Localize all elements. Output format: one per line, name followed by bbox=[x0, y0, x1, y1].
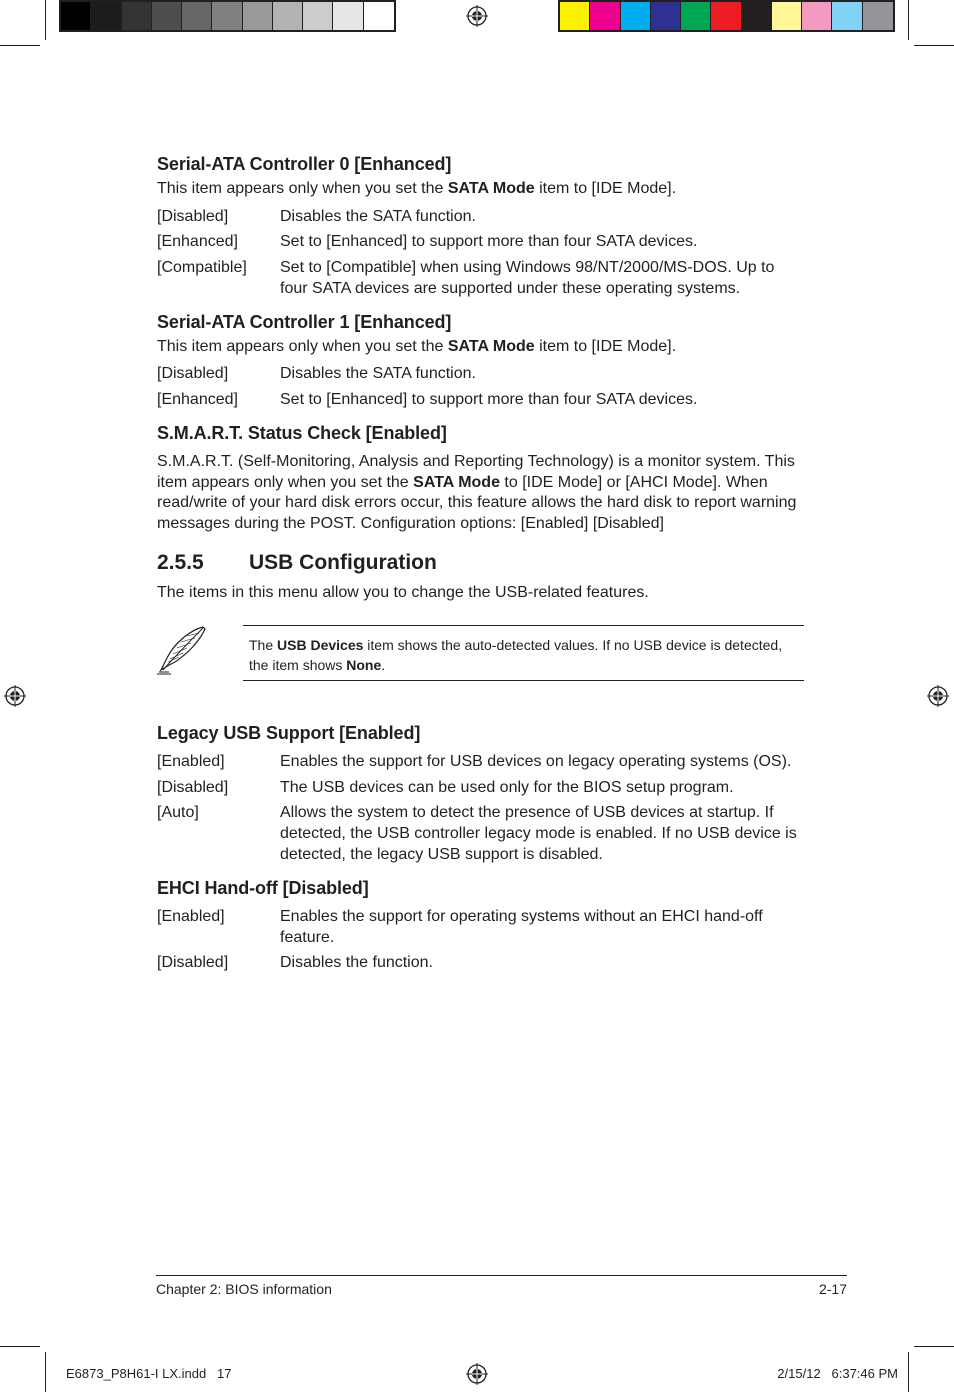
color-swatch bbox=[152, 2, 182, 30]
color-swatch bbox=[832, 2, 862, 30]
registration-mark-icon bbox=[4, 685, 26, 707]
color-swatch bbox=[742, 2, 772, 30]
note-box bbox=[243, 625, 804, 681]
footer-rule bbox=[156, 1275, 847, 1276]
option-label: [Compatible] bbox=[157, 259, 247, 276]
option-description: Disables the SATA function. bbox=[280, 208, 476, 225]
crop-mark bbox=[914, 45, 954, 46]
option-description: Disables the function. bbox=[280, 954, 433, 971]
color-swatch bbox=[621, 2, 651, 30]
registration-mark-icon bbox=[466, 1363, 488, 1385]
option-description: Set to [Compatible] when using Windows 98/NT/2000/MS-DOS. Up to four SATA devices are supported under these operating systems. bbox=[280, 259, 775, 297]
color-swatch bbox=[122, 2, 152, 30]
registration-mark-icon bbox=[927, 685, 949, 707]
option-description: The USB devices can be used only for the BIOS setup program. bbox=[280, 779, 734, 796]
option-label: [Auto] bbox=[157, 804, 199, 821]
section-heading-sata-controller-0: Serial-ATA Controller 0 [Enhanced] bbox=[157, 154, 452, 174]
color-swatch bbox=[711, 2, 741, 30]
crop-mark bbox=[45, 1352, 46, 1392]
color-swatch bbox=[303, 2, 333, 30]
note-feather-icon bbox=[155, 624, 209, 676]
option-label: [Enhanced] bbox=[157, 233, 238, 250]
option-label: [Disabled] bbox=[157, 208, 229, 225]
color-swatch bbox=[273, 2, 303, 30]
color-swatch bbox=[863, 2, 893, 30]
option-description: Disables the SATA function. bbox=[280, 365, 476, 382]
option-label: [Disabled] bbox=[157, 954, 229, 971]
color-swatch bbox=[560, 2, 590, 30]
color-swatch bbox=[182, 2, 212, 30]
option-description: Enables the support for USB devices on legacy operating systems (OS). bbox=[280, 753, 792, 770]
crop-mark bbox=[0, 45, 40, 46]
crop-mark bbox=[45, 0, 46, 40]
section-title: USB Configuration bbox=[249, 551, 437, 574]
smart-description: S.M.A.R.T. (Self-Monitoring, Analysis and Reporting Technology) is a monitor system. This item appears only when you set the SATA Mode to [IDE Mode] or [AHCI Mode]. When read/write of your hard disk errors occur, this feature allows the hard disk to report warning messages during the POST. Configuration options: [Enabled] [Disabled] bbox=[157, 453, 797, 532]
option-description: Enables the support for operating systems without an EHCI hand-off feature. bbox=[280, 908, 763, 946]
option-description: Allows the system to detect the presence of USB devices at startup. If detected, the USB controller legacy mode is enabled. If no USB device is detected, the legacy USB support is disabled. bbox=[280, 804, 797, 863]
section-heading-legacy-usb-support: Legacy USB Support [Enabled] bbox=[157, 723, 421, 743]
footer-chapter: Chapter 2: BIOS information bbox=[156, 1281, 332, 1297]
color-swatch bbox=[651, 2, 681, 30]
registration-mark-icon bbox=[466, 5, 488, 27]
section-heading-ehci-hand-off: EHCI Hand-off [Disabled] bbox=[157, 878, 369, 898]
color-swatch bbox=[243, 2, 273, 30]
color-swatch bbox=[91, 2, 121, 30]
slug-datetime: 2/15/12 6:37:46 PM bbox=[777, 1366, 898, 1381]
color-swatch bbox=[802, 2, 832, 30]
process-color-bar bbox=[558, 0, 895, 32]
color-swatch bbox=[61, 2, 91, 30]
option-label: [Enhanced] bbox=[157, 391, 238, 408]
sata1-intro: This item appears only when you set the SATA Mode item to [IDE Mode]. bbox=[157, 338, 677, 355]
option-description: Set to [Enhanced] to support more than four SATA devices. bbox=[280, 391, 698, 408]
footer-page-number: 2-17 bbox=[818, 1281, 847, 1297]
crop-mark bbox=[914, 1346, 954, 1347]
color-swatch bbox=[333, 2, 363, 30]
grayscale-color-bar bbox=[59, 0, 396, 32]
note-text: The USB Devices item shows the auto-detected values. If no USB device is detected, the item shows None. bbox=[249, 637, 783, 673]
crop-mark bbox=[0, 1346, 40, 1347]
color-swatch bbox=[772, 2, 802, 30]
section-number: 2.5.5 bbox=[157, 551, 204, 574]
sata0-intro: This item appears only when you set the SATA Mode item to [IDE Mode]. bbox=[157, 180, 677, 197]
color-swatch bbox=[590, 2, 620, 30]
section-heading-usb-configuration bbox=[157, 551, 437, 575]
section-heading-sata-controller-1: Serial-ATA Controller 1 [Enhanced] bbox=[157, 312, 452, 332]
crop-mark bbox=[908, 1352, 909, 1392]
color-swatch bbox=[681, 2, 711, 30]
crop-mark bbox=[908, 0, 909, 40]
color-swatch bbox=[212, 2, 242, 30]
slug-filename: E6873_P8H61-I LX.indd 17 bbox=[66, 1366, 232, 1381]
color-swatch bbox=[364, 2, 394, 30]
section-heading-smart-status-check: S.M.A.R.T. Status Check [Enabled] bbox=[157, 423, 447, 443]
option-label: [Disabled] bbox=[157, 365, 229, 382]
option-description: Set to [Enhanced] to support more than four SATA devices. bbox=[280, 233, 698, 250]
option-label: [Enabled] bbox=[157, 908, 225, 925]
usb-intro: The items in this menu allow you to change the USB-related features. bbox=[157, 584, 649, 601]
option-label: [Enabled] bbox=[157, 753, 225, 770]
option-label: [Disabled] bbox=[157, 779, 229, 796]
